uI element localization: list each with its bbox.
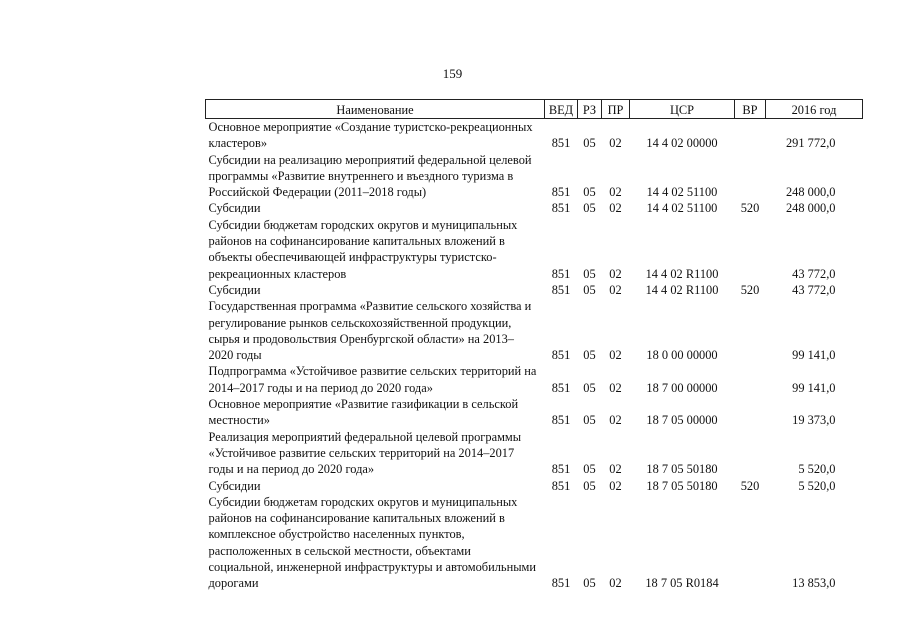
cell-amount: 248 000,0 (785, 201, 836, 216)
cell-ved: 851 (551, 413, 571, 428)
table-row (206, 494, 863, 592)
cell-rz: 05 (583, 380, 596, 395)
page-number: 159 (442, 66, 463, 81)
cell-vr (735, 429, 766, 478)
cell-ved: 851 (551, 462, 571, 477)
cell-vr (735, 363, 766, 396)
cell-name: Субсидии на реализацию мероприятий федеральной целевой программы «Развитие внутреннего и въездного туризма в Российской Федерации (2011–2018 годы) (208, 152, 532, 200)
cell-rz: 05 (583, 201, 596, 216)
cell-vr (735, 396, 766, 429)
table-row (206, 119, 863, 152)
header-rz: РЗ (578, 100, 602, 119)
cell-ved: 851 (551, 380, 571, 395)
table-row (206, 200, 863, 216)
cell-amount: 99 141,0 (792, 380, 836, 395)
table-row (206, 217, 863, 282)
cell-pr: 02 (609, 478, 622, 493)
cell-csr: 14 4 02 R1100 (645, 266, 719, 281)
cell-ved: 851 (551, 201, 571, 216)
cell-name: Субсидии (208, 201, 261, 216)
budget-table (205, 99, 863, 592)
cell-pr: 02 (609, 282, 622, 297)
cell-amount: 99 141,0 (792, 348, 836, 363)
cell-amount: 43 772,0 (792, 282, 836, 297)
cell-csr: 14 4 02 51100 (646, 185, 718, 200)
cell-ved: 851 (551, 282, 571, 297)
cell-vr: 520 (740, 478, 760, 493)
cell-ved: 851 (551, 478, 571, 493)
table-row (206, 152, 863, 201)
header-ved: ВЕД (545, 100, 578, 119)
table-header-row (206, 100, 863, 119)
cell-name: Реализация мероприятий федеральной целевой программы «Устойчивое развитие сельских территорий на 2014–2017 годы и на период до 2020 года» (208, 429, 522, 477)
cell-pr: 02 (609, 380, 622, 395)
table-body (206, 119, 863, 592)
cell-rz: 05 (583, 282, 596, 297)
cell-pr: 02 (609, 185, 622, 200)
cell-csr: 18 7 05 00000 (646, 413, 718, 428)
cell-rz: 05 (583, 185, 596, 200)
cell-amount: 5 520,0 (798, 478, 836, 493)
cell-vr (735, 298, 766, 363)
header-year: 2016 год (766, 100, 863, 119)
table-row (206, 282, 863, 298)
cell-name: Основное мероприятие «Создание туристско-рекреационных кластеров» (208, 120, 533, 151)
cell-csr: 18 7 05 50180 (646, 478, 718, 493)
cell-rz: 05 (583, 576, 596, 591)
cell-ved: 851 (551, 136, 571, 151)
cell-vr: 520 (740, 282, 760, 297)
cell-rz: 05 (583, 266, 596, 281)
header-csr: ЦСР (630, 100, 735, 119)
cell-pr: 02 (609, 266, 622, 281)
cell-csr: 14 4 02 R1100 (645, 282, 719, 297)
header-pr: ПР (602, 100, 630, 119)
cell-amount: 248 000,0 (785, 185, 836, 200)
cell-rz: 05 (583, 136, 596, 151)
cell-pr: 02 (609, 413, 622, 428)
cell-vr (735, 119, 766, 152)
cell-pr: 02 (609, 348, 622, 363)
cell-csr: 14 4 02 00000 (646, 136, 718, 151)
cell-amount: 19 373,0 (792, 413, 836, 428)
cell-name: Субсидии (208, 282, 261, 297)
cell-vr (735, 217, 766, 282)
cell-amount: 291 772,0 (785, 136, 836, 151)
table-row (206, 396, 863, 429)
table-row (206, 363, 863, 396)
cell-name: Основное мероприятие «Развитие газификации в сельской местности» (208, 397, 519, 428)
cell-vr: 520 (740, 201, 760, 216)
cell-pr: 02 (609, 462, 622, 477)
cell-ved: 851 (551, 185, 571, 200)
cell-vr (735, 494, 766, 592)
cell-csr: 18 7 00 00000 (646, 380, 718, 395)
table-row (206, 298, 863, 363)
cell-amount: 43 772,0 (792, 266, 836, 281)
cell-pr: 02 (609, 201, 622, 216)
cell-csr: 18 7 05 R0184 (645, 576, 719, 591)
header-name: Наименование (206, 100, 545, 119)
cell-name: Субсидии бюджетам городских округов и муниципальных районов на софинансирование капитальных вложений в объекты обеспечивающей инфраструктуры туристско-рекреационных кластеров (208, 217, 518, 281)
cell-name: Государственная программа «Развитие сельского хозяйства и регулирование рынков сельскохозяйственной продукции, сырья и продовольствия Оренбургской области» на 2013–2020 годы (208, 299, 532, 363)
table-row (206, 478, 863, 494)
cell-csr: 14 4 02 51100 (646, 201, 718, 216)
cell-amount: 5 520,0 (798, 462, 836, 477)
cell-amount: 13 853,0 (792, 576, 836, 591)
cell-ved: 851 (551, 576, 571, 591)
cell-ved: 851 (551, 348, 571, 363)
cell-ved: 851 (551, 266, 571, 281)
cell-name: Субсидии (208, 478, 261, 493)
cell-rz: 05 (583, 478, 596, 493)
table-row (206, 429, 863, 478)
cell-pr: 02 (609, 576, 622, 591)
cell-name: Подпрограмма «Устойчивое развитие сельских территорий на 2014–2017 годы и на период до 2020 года» (208, 364, 537, 395)
cell-vr (735, 152, 766, 201)
cell-name: Субсидии бюджетам городских округов и муниципальных районов на софинансирование капитальных вложений в комплексное обустройство населенных пунктов, расположенных в сельской местности, объектами социальной, инженерной инфраструктуры и автомобильными дорогами (208, 494, 537, 591)
cell-rz: 05 (583, 462, 596, 477)
cell-rz: 05 (583, 413, 596, 428)
cell-csr: 18 7 05 50180 (646, 462, 718, 477)
cell-csr: 18 0 00 00000 (646, 348, 718, 363)
cell-pr: 02 (609, 136, 622, 151)
header-vr: ВР (735, 100, 766, 119)
cell-rz: 05 (583, 348, 596, 363)
